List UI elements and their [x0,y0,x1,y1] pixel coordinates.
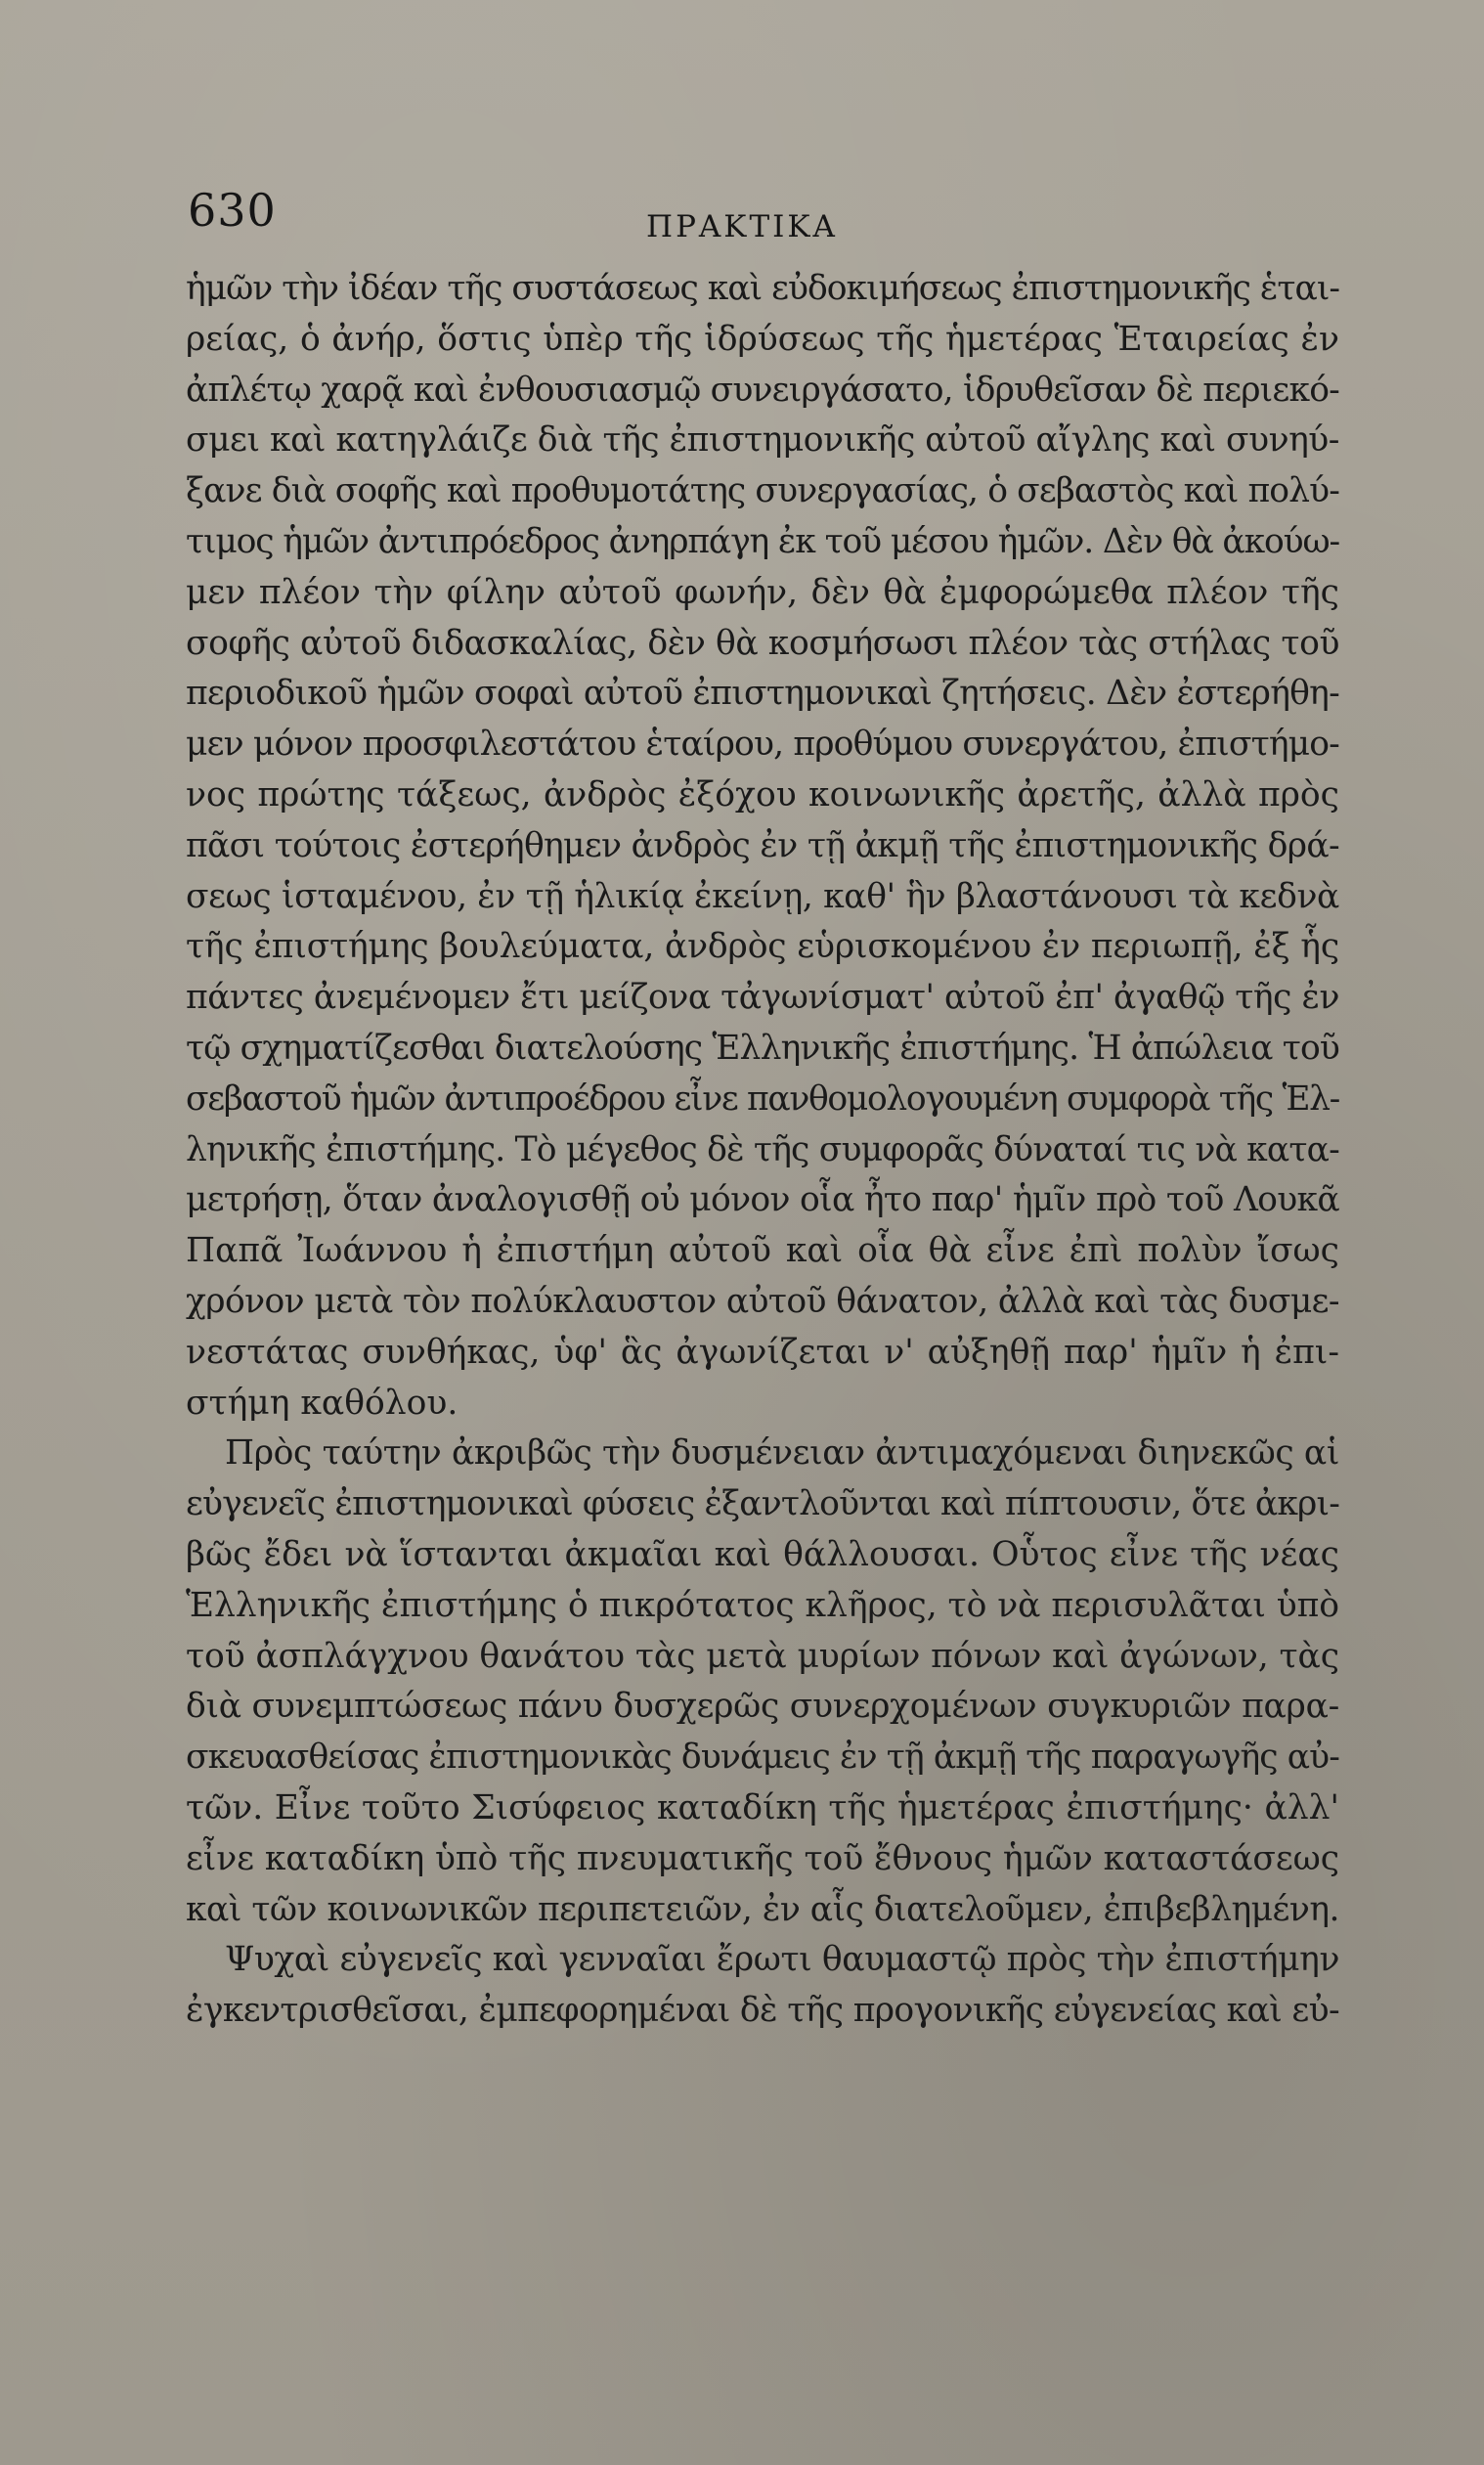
text-line: Ψυχαὶ εὐγενεῖς καὶ γενναῖαι ἔρωτι θαυμαστῷ πρὸς τὴν ἐπιστήμην [225,1940,1340,1980]
text-line: τοῦ ἀσπλάγχνου θανάτου τὰς μετὰ μυρίων πόνων καὶ ἀγώνων, τὰς [186,1636,1339,1676]
text-line: νεστάτας συνθήκας, ὑφ' ἃς ἀγωνίζεται ν' αὐξηθῇ παρ' ἡμῖν ἡ ἐπι- [186,1332,1339,1372]
text-line: τῆς ἐπιστήμης βουλεύματα, ἀνδρὸς εὑρισκομένου ἐν περιωπῇ, ἐξ ἧς [186,927,1339,967]
text-line: περιοδικοῦ ἡμῶν σοφαὶ αὐτοῦ ἐπιστημονικαὶ ζητήσεις. Δὲν ἐστερήθη- [186,674,1339,714]
text-line: τιμος ἡμῶν ἀντιπρόεδρος ἀνηρπάγη ἐκ τοῦ μέσου ἡμῶν. Δὲν θὰ ἀκούω- [186,521,1339,561]
text-line: τῶν. Εἶνε τοῦτο Σισύφειος καταδίκη τῆς ἡμετέρας ἐπιστήμης· ἀλλ' [186,1787,1339,1827]
text-line: μετρήσῃ, ὅταν ἀναλογισθῇ οὐ μόνον οἷα ἦτο παρ' ἡμῖν πρὸ τοῦ Λουκᾶ [186,1180,1340,1220]
text-line: ρείας, ὁ ἀνήρ, ὅστις ὑπὲρ τῆς ἱδρύσεως τῆς ἡμετέρας Ἑταιρείας ἐν [186,319,1339,359]
text-line: νος πρώτης τάξεως, ἀνδρὸς ἐξόχου κοινωνικῆς ἀρετῆς, ἀλλὰ πρὸς [186,774,1339,814]
page-number: 630 [188,184,277,237]
text-line: ξανε διὰ σοφῆς καὶ προθυμοτάτης συνεργασίας, ὁ σεβαστὸς καὶ πολύ- [186,471,1340,511]
text-line: ἀπλέτῳ χαρᾷ καὶ ἐνθουσιασμῷ συνειργάσατο, ἱδρυθεῖσαν δὲ περιεκό- [186,370,1340,410]
paragraph-2 [186,1429,1339,1935]
text-line: σκευασθείσας ἐπιστημονικὰς δυνάμεις ἐν τῇ ἀκμῇ τῆς παραγωγῆς αὐ- [186,1738,1339,1778]
text-line: βῶς ἔδει νὰ ἵστανται ἀκμαῖαι καὶ θάλλουσαι. Οὗτος εἶνε τῆς νέας [186,1534,1339,1574]
text-line: τῷ σχηματίζεσθαι διατελούσης Ἑλληνικῆς ἐπιστήμης. Ἡ ἀπώλεια τοῦ [186,1028,1339,1068]
text-line: σεβαστοῦ ἡμῶν ἀντιπροέδρου εἶνε πανθομολογουμένη συμφορὰ τῆς Ἑλ- [186,1078,1339,1119]
body-text [186,264,1339,2037]
text-line: σμει καὶ κατηγλάιζε διὰ τῆς ἐπιστημονικῆς αὐτοῦ αἴγλης καὶ συνηύ- [186,420,1339,461]
paragraph-3 [186,1935,1339,2037]
text-line: Παπᾶ Ἰωάννου ἡ ἐπιστήμη αὐτοῦ καὶ οἷα θὰ εἶνε ἐπὶ πολὺν ἴσως [186,1231,1339,1271]
text-line: χρόνον μετὰ τὸν πολύκλαυστον αὐτοῦ θάνατον, ἀλλὰ καὶ τὰς δυσμε- [186,1281,1339,1321]
running-head: ΠΡΑΚΤΙΚΑ [646,209,838,244]
text-line: σεως ἱσταμένου, ἐν τῇ ἡλικίᾳ ἐκείνῃ, καθ' ἣν βλαστάνουσι τὰ κεδνὰ [186,876,1339,916]
paragraph-1 [186,264,1339,1429]
text-line: διὰ συνεμπτώσεως πάνυ δυσχερῶς συνερχομένων συγκυριῶν παρα- [186,1687,1340,1727]
text-line: σοφῆς αὐτοῦ διδασκαλίας, δὲν θὰ κοσμήσωσι πλέον τὰς στήλας τοῦ [186,623,1340,663]
text-line: Πρὸς ταύτην ἀκριβῶς τὴν δυσμένειαν ἀντιμαχόμεναι διηνεκῶς αἱ [225,1433,1339,1474]
text-line: ἡμῶν τὴν ἰδέαν τῆς συστάσεως καὶ εὐδοκιμήσεως ἐπιστημονικῆς ἑται- [186,269,1340,308]
text-line: εἶνε καταδίκη ὑπὸ τῆς πνευματικῆς τοῦ ἔθνους ἡμῶν καταστάσεως [186,1838,1340,1878]
text-line: εὐγενεῖς ἐπιστημονικαὶ φύσεις ἐξαντλοῦνται καὶ πίπτουσιν, ὅτε ἀκρι- [186,1484,1340,1524]
text-line: στήμη καθόλου. [186,1383,458,1423]
text-line: μεν πλέον τὴν φίλην αὐτοῦ φωνήν, δὲν θὰ ἐμφορώμεθα πλέον τῆς [186,572,1339,612]
text-line: πᾶσι τούτοις ἐστερήθημεν ἀνδρὸς ἐν τῇ ἀκμῇ τῆς ἐπιστημονικῆς δρά- [186,825,1339,865]
text-line: μεν μόνον προσφιλεστάτου ἑταίρου, προθύμου συνεργάτου, ἐπιστήμο- [186,725,1339,765]
text-line: Ἑλληνικῆς ἐπιστήμης ὁ πικρότατος κλῆρος, τὸ νὰ περισυλᾶται ὑπὸ [186,1585,1340,1625]
text-line: ληνικῆς ἐπιστήμης. Τὸ μέγεθος δὲ τῆς συμφορᾶς δύναταί τις νὰ κατα- [186,1129,1339,1169]
text-line: καὶ τῶν κοινωνικῶν περιπετειῶν, ἐν αἷς διατελοῦμεν, ἐπιβεβλημένη. [186,1889,1340,1929]
text-line: ἐγκεντρισθεῖσαι, ἐμπεφορημέναι δὲ τῆς προγονικῆς εὐγενείας καὶ εὐ- [186,1991,1339,2031]
text-line: πάντες ἀνεμένομεν ἔτι μείζονα τἀγωνίσματ' αὐτοῦ ἐπ' ἀγαθῷ τῆς ἐν [186,978,1339,1018]
